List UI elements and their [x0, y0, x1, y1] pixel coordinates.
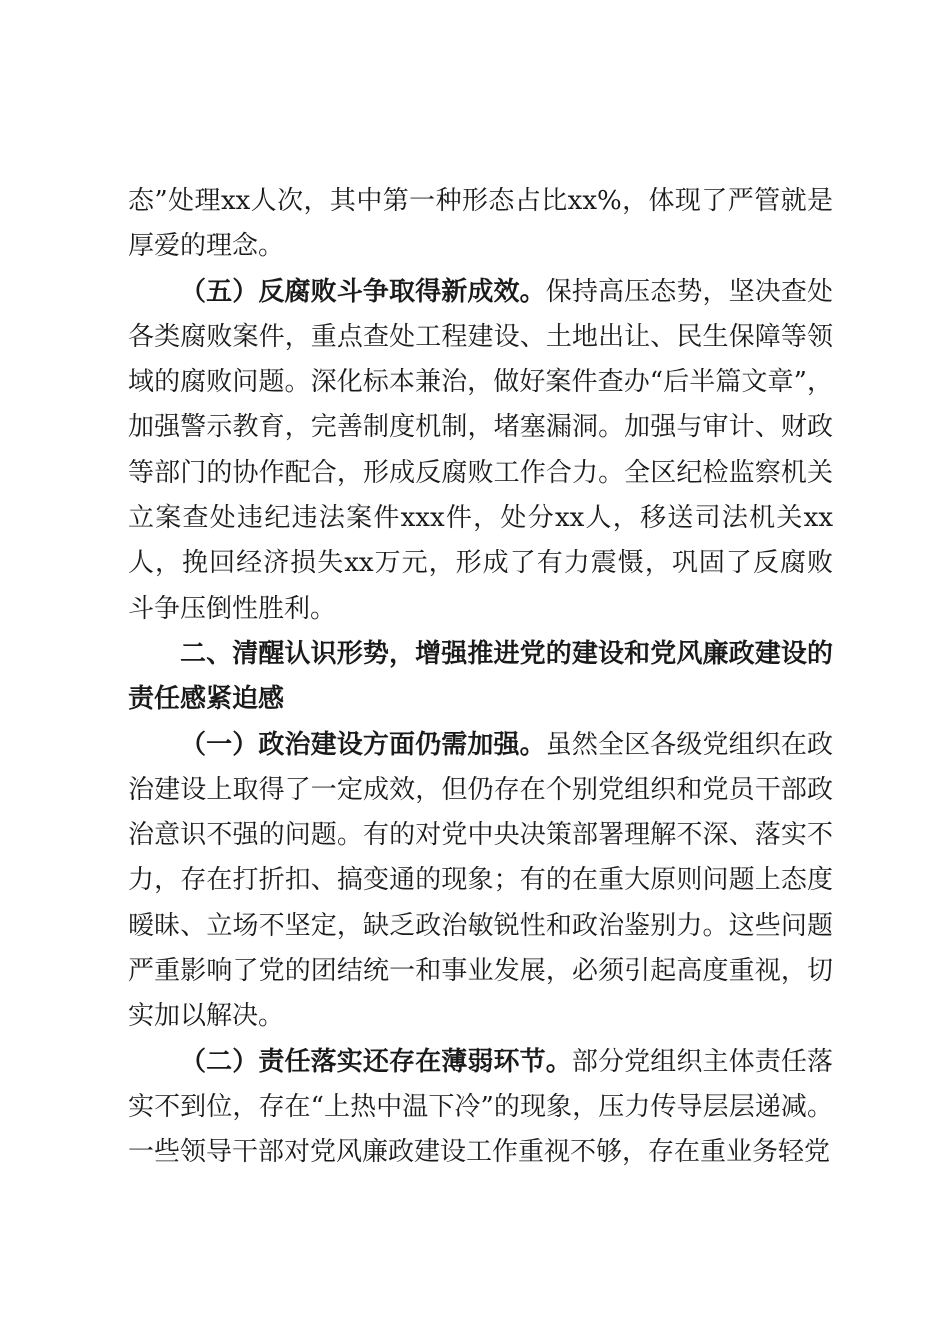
paragraph-body: 部分党组织主体责任落实不到位，存在“上热中温下冷”的现象，压力传导层层递减。一些领导干部对党风廉政建设工作重视不够，存在重业务轻党 — [128, 1046, 833, 1168]
paragraph-political-construction — [128, 723, 833, 1040]
document-body — [128, 179, 833, 1176]
paragraph-lead: （二）责任落实还存在薄弱环节。 — [180, 1046, 572, 1077]
paragraph-anti-corruption — [128, 270, 833, 632]
paragraph-continuation — [128, 179, 833, 270]
paragraph-body: 虽然全区各级党组织在政治建设上取得了一定成效，但仍存在个别党组织和党员干部政治意识不强的问题。有的对党中央决策部署理解不深、落实不力，存在打折扣、搞变通的现象；有的在重大原则问题上态度暧昧、立场不坚定，缺乏政治敏锐性和政治鉴别力。这些问题严重影响了党的团结统一和事业发展，必须引起高度重视，切实加以解决。 — [128, 729, 833, 1032]
paragraph-body: 态”处理xx人次，其中第一种形态占比xx%，体现了严管就是厚爱的理念。 — [128, 186, 833, 262]
paragraph-body: 保持高压态势，坚决查处各类腐败案件，重点查处工程建设、土地出让、民生保障等领域的腐败问题。深化标本兼治，做好案件查办“后半篇文章”，加强警示教育，完善制度机制，堵塞漏洞。加强与审计、财政等部门的协作配合，形成反腐败工作合力。全区纪检监察机关立案查处违纪违法案件xxx件，处分xx人，移送司法机关xx人，挽回经济损失xx万元，形成了有力震慑，巩固了反腐败斗争压倒性胜利。 — [128, 276, 833, 624]
section-heading: 二、清醒认识形势，增强推进党的建设和党风廉政建设的责任感紧迫感 — [128, 638, 833, 715]
paragraph-lead: （五）反腐败斗争取得新成效。 — [180, 276, 546, 307]
paragraph-responsibility — [128, 1040, 833, 1176]
paragraph-lead: （一）政治建设方面仍需加强。 — [180, 729, 546, 760]
